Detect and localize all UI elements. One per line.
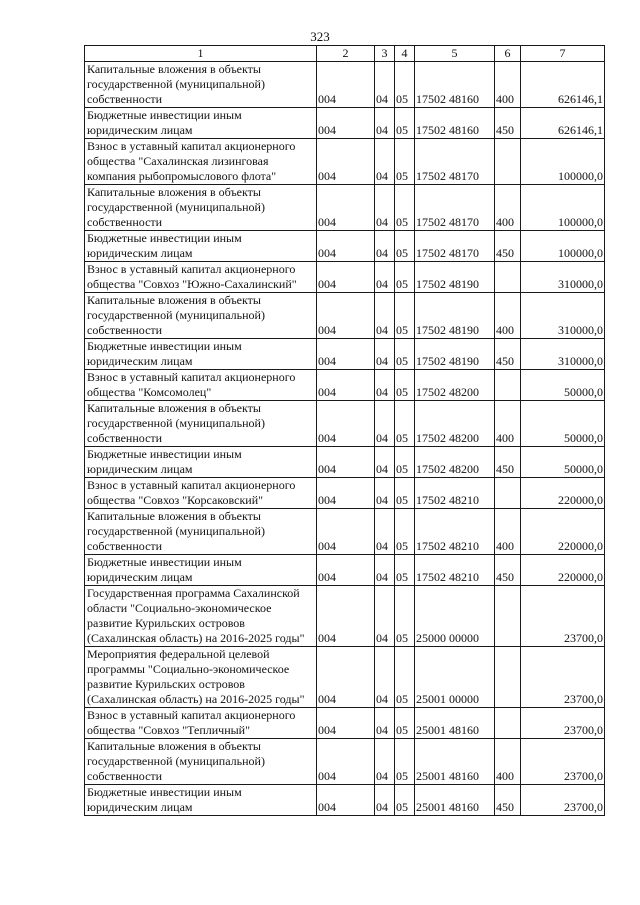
page-number: 323 — [310, 29, 330, 44]
ministry-code: 004 — [317, 108, 375, 139]
ministry-code: 004 — [317, 185, 375, 231]
column-header-3: 3 — [375, 46, 395, 62]
ministry-code: 004 — [317, 708, 375, 739]
expense-type-code — [495, 478, 521, 509]
section-code: 04 — [375, 62, 395, 108]
target-article-code: 17502 48210 — [415, 509, 495, 555]
table-row — [85, 339, 605, 370]
ministry-code: 004 — [317, 339, 375, 370]
target-article-code: 17502 48170 — [415, 139, 495, 185]
table-row — [85, 586, 605, 647]
table-row — [85, 293, 605, 339]
amount: 50000,0 — [521, 447, 605, 478]
section-code: 04 — [375, 555, 395, 586]
target-article-code: 17502 48190 — [415, 339, 495, 370]
section-code: 04 — [375, 447, 395, 478]
subsection-code: 05 — [395, 586, 415, 647]
amount: 100000,0 — [521, 185, 605, 231]
target-article-code: 25001 48160 — [415, 785, 495, 816]
item-name: Взнос в уставный капитал акционерного общества "Комсомолец" — [85, 370, 317, 401]
table-row — [85, 647, 605, 708]
amount: 23700,0 — [521, 708, 605, 739]
item-name: Капитальные вложения в объекты государственной (муниципальной) собственности — [85, 62, 317, 108]
section-code: 04 — [375, 108, 395, 139]
table-row — [85, 401, 605, 447]
expense-type-code — [495, 708, 521, 739]
subsection-code: 05 — [395, 293, 415, 339]
expense-type-code: 400 — [495, 509, 521, 555]
expense-type-code: 400 — [495, 293, 521, 339]
subsection-code: 05 — [395, 509, 415, 555]
expense-type-code: 450 — [495, 447, 521, 478]
target-article-code: 25001 00000 — [415, 647, 495, 708]
ministry-code: 004 — [317, 401, 375, 447]
subsection-code: 05 — [395, 708, 415, 739]
target-article-code: 17502 48200 — [415, 401, 495, 447]
amount: 23700,0 — [521, 586, 605, 647]
expense-type-code: 400 — [495, 401, 521, 447]
expense-type-code — [495, 586, 521, 647]
subsection-code: 05 — [395, 401, 415, 447]
subsection-code: 05 — [395, 647, 415, 708]
table-row — [85, 139, 605, 185]
section-code: 04 — [375, 647, 395, 708]
item-name: Бюджетные инвестиции иным юридическим лицам — [85, 785, 317, 816]
expense-type-code — [495, 370, 521, 401]
section-code: 04 — [375, 293, 395, 339]
section-code: 04 — [375, 708, 395, 739]
subsection-code: 05 — [395, 108, 415, 139]
section-code: 04 — [375, 586, 395, 647]
target-article-code: 17502 48160 — [415, 108, 495, 139]
header-row — [85, 46, 605, 62]
amount: 626146,1 — [521, 62, 605, 108]
column-header-1: 1 — [85, 46, 317, 62]
target-article-code: 17502 48210 — [415, 478, 495, 509]
target-article-code: 17502 48190 — [415, 262, 495, 293]
target-article-code: 17502 48200 — [415, 370, 495, 401]
table-row — [85, 108, 605, 139]
table-body — [85, 62, 605, 816]
section-code: 04 — [375, 739, 395, 785]
section-code: 04 — [375, 785, 395, 816]
table-row — [85, 370, 605, 401]
subsection-code: 05 — [395, 555, 415, 586]
ministry-code: 004 — [317, 555, 375, 586]
target-article-code: 25001 48160 — [415, 708, 495, 739]
item-name: Взнос в уставный капитал акционерного общества "Сахалинская лизинговая компания рыбопромыслового флота" — [85, 139, 317, 185]
expense-type-code: 450 — [495, 108, 521, 139]
amount: 626146,1 — [521, 108, 605, 139]
amount: 220000,0 — [521, 555, 605, 586]
ministry-code: 004 — [317, 739, 375, 785]
target-article-code: 17502 48190 — [415, 293, 495, 339]
subsection-code: 05 — [395, 262, 415, 293]
item-name: Бюджетные инвестиции иным юридическим лицам — [85, 108, 317, 139]
item-name: Взнос в уставный капитал акционерного общества "Совхоз "Корсаковский" — [85, 478, 317, 509]
table-row — [85, 231, 605, 262]
item-name: Капитальные вложения в объекты государственной (муниципальной) собственности — [85, 293, 317, 339]
item-name: Бюджетные инвестиции иным юридическим лицам — [85, 555, 317, 586]
amount: 310000,0 — [521, 262, 605, 293]
expense-type-code — [495, 139, 521, 185]
item-name: Бюджетные инвестиции иным юридическим лицам — [85, 339, 317, 370]
amount: 100000,0 — [521, 139, 605, 185]
table-row — [85, 785, 605, 816]
item-name: Бюджетные инвестиции иным юридическим лицам — [85, 231, 317, 262]
target-article-code: 17502 48200 — [415, 447, 495, 478]
item-name: Бюджетные инвестиции иным юридическим лицам — [85, 447, 317, 478]
amount: 50000,0 — [521, 370, 605, 401]
amount: 310000,0 — [521, 339, 605, 370]
item-name: Капитальные вложения в объекты государственной (муниципальной) собственности — [85, 509, 317, 555]
section-code: 04 — [375, 139, 395, 185]
target-article-code: 25000 00000 — [415, 586, 495, 647]
section-code: 04 — [375, 509, 395, 555]
section-code: 04 — [375, 185, 395, 231]
expense-type-code: 400 — [495, 185, 521, 231]
table-row — [85, 478, 605, 509]
amount: 100000,0 — [521, 231, 605, 262]
amount: 23700,0 — [521, 785, 605, 816]
subsection-code: 05 — [395, 785, 415, 816]
ministry-code: 004 — [317, 293, 375, 339]
item-name: Государственная программа Сахалинской области "Социально-экономическое развитие Курильских островов (Сахалинская область) на 2016-2025 годы" — [85, 586, 317, 647]
ministry-code: 004 — [317, 785, 375, 816]
expense-type-code — [495, 647, 521, 708]
amount: 50000,0 — [521, 401, 605, 447]
ministry-code: 004 — [317, 509, 375, 555]
target-article-code: 17502 48170 — [415, 185, 495, 231]
section-code: 04 — [375, 231, 395, 262]
subsection-code: 05 — [395, 447, 415, 478]
amount: 220000,0 — [521, 478, 605, 509]
item-name: Взнос в уставный капитал акционерного общества "Совхоз "Южно-Сахалинский" — [85, 262, 317, 293]
table-row — [85, 555, 605, 586]
subsection-code: 05 — [395, 62, 415, 108]
table-row — [85, 62, 605, 108]
item-name: Капитальные вложения в объекты государственной (муниципальной) собственности — [85, 739, 317, 785]
ministry-code: 004 — [317, 139, 375, 185]
item-name: Взнос в уставный капитал акционерного общества "Совхоз "Тепличный" — [85, 708, 317, 739]
amount: 310000,0 — [521, 293, 605, 339]
table-row — [85, 447, 605, 478]
subsection-code: 05 — [395, 231, 415, 262]
ministry-code: 004 — [317, 262, 375, 293]
expense-type-code: 450 — [495, 339, 521, 370]
ministry-code: 004 — [317, 478, 375, 509]
item-name: Капитальные вложения в объекты государственной (муниципальной) собственности — [85, 401, 317, 447]
expense-type-code: 450 — [495, 231, 521, 262]
section-code: 04 — [375, 370, 395, 401]
expense-type-code: 400 — [495, 62, 521, 108]
ministry-code: 004 — [317, 447, 375, 478]
expense-type-code — [495, 262, 521, 293]
ministry-code: 004 — [317, 586, 375, 647]
table-row — [85, 185, 605, 231]
section-code: 04 — [375, 262, 395, 293]
amount: 220000,0 — [521, 509, 605, 555]
subsection-code: 05 — [395, 139, 415, 185]
expense-type-code: 450 — [495, 555, 521, 586]
ministry-code: 004 — [317, 647, 375, 708]
ministry-code: 004 — [317, 370, 375, 401]
amount: 23700,0 — [521, 739, 605, 785]
expense-type-code: 450 — [495, 785, 521, 816]
item-name: Капитальные вложения в объекты государственной (муниципальной) собственности — [85, 185, 317, 231]
target-article-code: 17502 48170 — [415, 231, 495, 262]
table-row — [85, 708, 605, 739]
ministry-code: 004 — [317, 231, 375, 262]
column-header-5: 5 — [415, 46, 495, 62]
table-row — [85, 739, 605, 785]
table-row — [85, 509, 605, 555]
column-header-6: 6 — [495, 46, 521, 62]
subsection-code: 05 — [395, 478, 415, 509]
expense-type-code: 400 — [495, 739, 521, 785]
target-article-code: 17502 48160 — [415, 62, 495, 108]
section-code: 04 — [375, 401, 395, 447]
section-code: 04 — [375, 478, 395, 509]
column-header-7: 7 — [521, 46, 605, 62]
amount: 23700,0 — [521, 647, 605, 708]
table-row — [85, 262, 605, 293]
item-name: Мероприятия федеральной целевой программы "Социально-экономическое развитие Курильских островов (Сахалинская область) на 2016-2025 годы" — [85, 647, 317, 708]
column-header-2: 2 — [317, 46, 375, 62]
ministry-code: 004 — [317, 62, 375, 108]
subsection-code: 05 — [395, 339, 415, 370]
subsection-code: 05 — [395, 370, 415, 401]
section-code: 04 — [375, 339, 395, 370]
target-article-code: 17502 48210 — [415, 555, 495, 586]
budget-table — [84, 45, 605, 816]
subsection-code: 05 — [395, 185, 415, 231]
target-article-code: 25001 48160 — [415, 739, 495, 785]
subsection-code: 05 — [395, 739, 415, 785]
column-header-4: 4 — [395, 46, 415, 62]
